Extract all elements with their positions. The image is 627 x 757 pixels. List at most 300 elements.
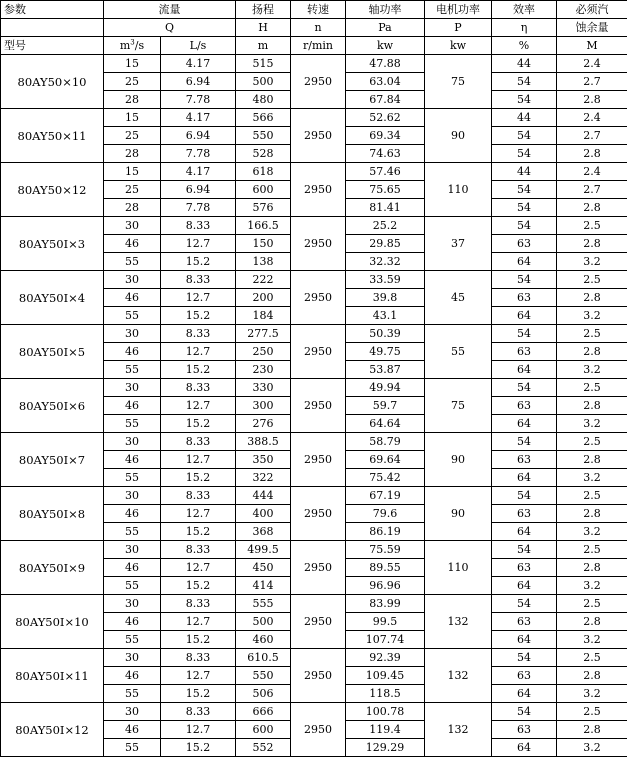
npsh-cell: 2.8	[557, 235, 627, 253]
table-row	[1, 217, 627, 235]
efficiency-cell: 54	[492, 199, 557, 217]
head-cell: 300	[236, 397, 291, 415]
head-cell: 555	[236, 595, 291, 613]
npsh-cell: 2.8	[557, 289, 627, 307]
npsh-cell: 2.5	[557, 325, 627, 343]
npsh-cell: 3.2	[557, 415, 627, 433]
flow-m3s-cell: 15	[104, 163, 161, 181]
efficiency-cell: 64	[492, 685, 557, 703]
head-cell: 450	[236, 559, 291, 577]
efficiency-cell: 63	[492, 451, 557, 469]
motor-power-cell: 75	[425, 55, 492, 109]
head-cell: 330	[236, 379, 291, 397]
motor-power-cell: 110	[425, 163, 492, 217]
flow-ls-cell: 6.94	[161, 73, 236, 91]
flow-ls-cell: 12.7	[161, 613, 236, 631]
flow-ls-cell: 15.2	[161, 307, 236, 325]
flow-ls-cell: 12.7	[161, 667, 236, 685]
npsh-cell: 2.8	[557, 613, 627, 631]
header-p-symbol: P	[425, 19, 492, 37]
flow-ls-cell: 8.33	[161, 487, 236, 505]
flow-ls-cell: 12.7	[161, 235, 236, 253]
head-cell: 500	[236, 613, 291, 631]
flow-m3s-cell: 28	[104, 199, 161, 217]
efficiency-cell: 54	[492, 145, 557, 163]
unit-rmin: r/min	[291, 37, 346, 55]
table-row	[1, 595, 627, 613]
header-param: 参数	[1, 1, 104, 19]
motor-power-cell: 132	[425, 649, 492, 703]
flow-ls-cell: 12.7	[161, 721, 236, 739]
npsh-cell: 2.5	[557, 649, 627, 667]
flow-m3s-cell: 55	[104, 577, 161, 595]
motor-power-cell: 110	[425, 541, 492, 595]
unit-m: m	[236, 37, 291, 55]
head-cell: 222	[236, 271, 291, 289]
speed-cell: 2950	[291, 109, 346, 163]
flow-ls-cell: 12.7	[161, 397, 236, 415]
flow-m3s-cell: 30	[104, 325, 161, 343]
speed-cell: 2950	[291, 217, 346, 271]
model-cell: 80AY50Ⅰ×4	[1, 271, 104, 325]
shaft-power-cell: 109.45	[346, 667, 425, 685]
efficiency-cell: 63	[492, 343, 557, 361]
flow-m3s-cell: 30	[104, 703, 161, 721]
npsh-cell: 2.8	[557, 199, 627, 217]
shaft-power-cell: 69.64	[346, 451, 425, 469]
npsh-cell: 2.5	[557, 541, 627, 559]
efficiency-cell: 63	[492, 667, 557, 685]
flow-m3s-cell: 28	[104, 145, 161, 163]
head-cell: 610.5	[236, 649, 291, 667]
model-cell: 80AY50Ⅰ×10	[1, 595, 104, 649]
head-cell: 368	[236, 523, 291, 541]
unit-m3s: $m^3/s$	[104, 37, 161, 55]
header-h-symbol: H	[236, 19, 291, 37]
flow-m3s-cell: 30	[104, 271, 161, 289]
table-row	[1, 487, 627, 505]
flow-ls-cell: 8.33	[161, 271, 236, 289]
flow-m3s-cell: 55	[104, 415, 161, 433]
header-blank	[1, 19, 104, 37]
flow-m3s-cell: 55	[104, 361, 161, 379]
unit-percent: %	[492, 37, 557, 55]
model-cell: 80AY50Ⅰ×3	[1, 217, 104, 271]
shaft-power-cell: 33.59	[346, 271, 425, 289]
efficiency-cell: 63	[492, 721, 557, 739]
flow-m3s-cell: 46	[104, 289, 161, 307]
npsh-cell: 2.5	[557, 703, 627, 721]
shaft-power-cell: 83.99	[346, 595, 425, 613]
efficiency-cell: 54	[492, 73, 557, 91]
efficiency-cell: 44	[492, 163, 557, 181]
model-cell: 80AY50Ⅰ×6	[1, 379, 104, 433]
efficiency-cell: 54	[492, 91, 557, 109]
head-cell: 528	[236, 145, 291, 163]
flow-ls-cell: 6.94	[161, 127, 236, 145]
npsh-cell: 2.5	[557, 595, 627, 613]
shaft-power-cell: 59.7	[346, 397, 425, 415]
flow-m3s-cell: 28	[104, 91, 161, 109]
head-cell: 618	[236, 163, 291, 181]
shaft-power-cell: 74.63	[346, 145, 425, 163]
npsh-cell: 3.2	[557, 253, 627, 271]
flow-ls-cell: 4.17	[161, 109, 236, 127]
head-cell: 276	[236, 415, 291, 433]
head-cell: 414	[236, 577, 291, 595]
flow-m3s-cell: 30	[104, 487, 161, 505]
efficiency-cell: 63	[492, 235, 557, 253]
speed-cell: 2950	[291, 325, 346, 379]
flow-m3s-cell: 25	[104, 127, 161, 145]
unit-kw-shaft: kw	[346, 37, 425, 55]
speed-cell: 2950	[291, 487, 346, 541]
npsh-cell: 2.8	[557, 145, 627, 163]
speed-cell: 2950	[291, 703, 346, 757]
head-cell: 600	[236, 181, 291, 199]
flow-m3s-cell: 15	[104, 109, 161, 127]
header-shaft-power: 轴功率	[346, 1, 425, 19]
head-cell: 550	[236, 667, 291, 685]
flow-ls-cell: 15.2	[161, 685, 236, 703]
model-cell: 80AY50×10	[1, 55, 104, 109]
efficiency-cell: 54	[492, 703, 557, 721]
model-cell: 80AY50Ⅰ×9	[1, 541, 104, 595]
npsh-cell: 2.5	[557, 433, 627, 451]
unit-ls: L/s	[161, 37, 236, 55]
npsh-cell: 3.2	[557, 577, 627, 595]
efficiency-cell: 63	[492, 397, 557, 415]
shaft-power-cell: 81.41	[346, 199, 425, 217]
flow-ls-cell: 15.2	[161, 739, 236, 757]
npsh-cell: 3.2	[557, 685, 627, 703]
header-speed: 转速	[291, 1, 346, 19]
shaft-power-cell: 47.88	[346, 55, 425, 73]
flow-m3s-cell: 30	[104, 217, 161, 235]
head-cell: 322	[236, 469, 291, 487]
shaft-power-cell: 107.74	[346, 631, 425, 649]
npsh-cell: 3.2	[557, 631, 627, 649]
shaft-power-cell: 43.1	[346, 307, 425, 325]
shaft-power-cell: 67.19	[346, 487, 425, 505]
shaft-power-cell: 118.5	[346, 685, 425, 703]
header-efficiency: 效率	[492, 1, 557, 19]
head-cell: 350	[236, 451, 291, 469]
efficiency-cell: 54	[492, 181, 557, 199]
unit-kw-motor: kw	[425, 37, 492, 55]
table-header	[1, 1, 627, 55]
head-cell: 400	[236, 505, 291, 523]
speed-cell: 2950	[291, 271, 346, 325]
efficiency-cell: 64	[492, 577, 557, 595]
flow-ls-cell: 8.33	[161, 595, 236, 613]
head-cell: 576	[236, 199, 291, 217]
table-row	[1, 649, 627, 667]
efficiency-cell: 54	[492, 433, 557, 451]
flow-ls-cell: 7.78	[161, 91, 236, 109]
shaft-power-cell: 57.46	[346, 163, 425, 181]
flow-ls-cell: 12.7	[161, 289, 236, 307]
shaft-power-cell: 67.84	[346, 91, 425, 109]
head-cell: 230	[236, 361, 291, 379]
header-q-symbol: Q	[104, 19, 236, 37]
npsh-cell: 2.8	[557, 91, 627, 109]
flow-ls-cell: 15.2	[161, 469, 236, 487]
flow-m3s-cell: 25	[104, 181, 161, 199]
head-cell: 480	[236, 91, 291, 109]
flow-m3s-cell: 55	[104, 307, 161, 325]
flow-ls-cell: 8.33	[161, 703, 236, 721]
efficiency-cell: 63	[492, 289, 557, 307]
shaft-power-cell: 119.4	[346, 721, 425, 739]
head-cell: 277.5	[236, 325, 291, 343]
shaft-power-cell: 25.2	[346, 217, 425, 235]
npsh-cell: 3.2	[557, 361, 627, 379]
flow-m3s-cell: 55	[104, 523, 161, 541]
flow-ls-cell: 12.7	[161, 505, 236, 523]
flow-m3s-cell: 46	[104, 343, 161, 361]
head-cell: 566	[236, 109, 291, 127]
shaft-power-cell: 52.62	[346, 109, 425, 127]
flow-m3s-cell: 25	[104, 73, 161, 91]
table-row	[1, 379, 627, 397]
speed-cell: 2950	[291, 595, 346, 649]
motor-power-cell: 55	[425, 325, 492, 379]
flow-m3s-cell: 30	[104, 433, 161, 451]
table-row	[1, 55, 627, 73]
flow-ls-cell: 4.17	[161, 163, 236, 181]
efficiency-cell: 64	[492, 631, 557, 649]
flow-m3s-cell: 46	[104, 505, 161, 523]
flow-m3s-cell: 55	[104, 631, 161, 649]
npsh-cell: 2.8	[557, 397, 627, 415]
model-cell: 80AY50Ⅰ×8	[1, 487, 104, 541]
flow-ls-cell: 8.33	[161, 433, 236, 451]
flow-ls-cell: 7.78	[161, 199, 236, 217]
efficiency-cell: 54	[492, 649, 557, 667]
motor-power-cell: 132	[425, 703, 492, 757]
shaft-power-cell: 50.39	[346, 325, 425, 343]
efficiency-cell: 64	[492, 523, 557, 541]
shaft-power-cell: 49.75	[346, 343, 425, 361]
flow-ls-cell: 6.94	[161, 181, 236, 199]
head-cell: 500	[236, 73, 291, 91]
motor-power-cell: 90	[425, 487, 492, 541]
flow-ls-cell: 15.2	[161, 631, 236, 649]
shaft-power-cell: 89.55	[346, 559, 425, 577]
flow-ls-cell: 15.2	[161, 415, 236, 433]
speed-cell: 2950	[291, 379, 346, 433]
npsh-cell: 2.4	[557, 55, 627, 73]
table-row	[1, 109, 627, 127]
head-cell: 150	[236, 235, 291, 253]
efficiency-cell: 54	[492, 217, 557, 235]
flow-ls-cell: 8.33	[161, 217, 236, 235]
shaft-power-cell: 75.65	[346, 181, 425, 199]
shaft-power-cell: 79.6	[346, 505, 425, 523]
head-cell: 499.5	[236, 541, 291, 559]
table-row	[1, 703, 627, 721]
speed-cell: 2950	[291, 541, 346, 595]
head-cell: 250	[236, 343, 291, 361]
header-pa-symbol: Pa	[346, 19, 425, 37]
header-npsh-2: 蚀余量	[557, 19, 627, 37]
head-cell: 166.5	[236, 217, 291, 235]
flow-ls-cell: 8.33	[161, 649, 236, 667]
shaft-power-cell: 99.5	[346, 613, 425, 631]
shaft-power-cell: 53.87	[346, 361, 425, 379]
shaft-power-cell: 129.29	[346, 739, 425, 757]
head-cell: 138	[236, 253, 291, 271]
model-cell: 80AY50Ⅰ×12	[1, 703, 104, 757]
flow-ls-cell: 4.17	[161, 55, 236, 73]
efficiency-cell: 64	[492, 253, 557, 271]
table-row	[1, 325, 627, 343]
flow-m3s-cell: 46	[104, 451, 161, 469]
npsh-cell: 2.5	[557, 487, 627, 505]
npsh-cell: 2.7	[557, 73, 627, 91]
flow-m3s-cell: 55	[104, 685, 161, 703]
flow-ls-cell: 8.33	[161, 541, 236, 559]
head-cell: 600	[236, 721, 291, 739]
shaft-power-cell: 64.64	[346, 415, 425, 433]
npsh-cell: 2.8	[557, 451, 627, 469]
npsh-cell: 2.8	[557, 721, 627, 739]
model-cell: 80AY50×12	[1, 163, 104, 217]
npsh-cell: 3.2	[557, 307, 627, 325]
speed-cell: 2950	[291, 163, 346, 217]
npsh-cell: 3.2	[557, 523, 627, 541]
table-row	[1, 163, 627, 181]
flow-ls-cell: 8.33	[161, 379, 236, 397]
flow-m3s-cell: 55	[104, 739, 161, 757]
efficiency-cell: 54	[492, 487, 557, 505]
efficiency-cell: 54	[492, 595, 557, 613]
npsh-cell: 2.8	[557, 559, 627, 577]
flow-m3s-cell: 46	[104, 559, 161, 577]
flow-ls-cell: 7.78	[161, 145, 236, 163]
npsh-cell: 2.5	[557, 379, 627, 397]
flow-m3s-cell: 30	[104, 541, 161, 559]
flow-m3s-cell: 46	[104, 397, 161, 415]
npsh-cell: 2.5	[557, 271, 627, 289]
flow-ls-cell: 12.7	[161, 451, 236, 469]
npsh-cell: 2.8	[557, 343, 627, 361]
head-cell: 460	[236, 631, 291, 649]
head-cell: 552	[236, 739, 291, 757]
head-cell: 666	[236, 703, 291, 721]
efficiency-cell: 63	[492, 505, 557, 523]
flow-ls-cell: 12.7	[161, 343, 236, 361]
efficiency-cell: 54	[492, 325, 557, 343]
model-cell: 80AY50Ⅰ×11	[1, 649, 104, 703]
npsh-cell: 3.2	[557, 739, 627, 757]
model-cell: 80AY50×11	[1, 109, 104, 163]
flow-m3s-cell: 55	[104, 253, 161, 271]
npsh-cell: 2.8	[557, 505, 627, 523]
flow-m3s-cell: 30	[104, 649, 161, 667]
flow-m3s-cell: 46	[104, 613, 161, 631]
head-cell: 506	[236, 685, 291, 703]
speed-cell: 2950	[291, 55, 346, 109]
table-row	[1, 271, 627, 289]
efficiency-cell: 64	[492, 739, 557, 757]
efficiency-cell: 44	[492, 109, 557, 127]
shaft-power-cell: 32.32	[346, 253, 425, 271]
shaft-power-cell: 69.34	[346, 127, 425, 145]
shaft-power-cell: 86.19	[346, 523, 425, 541]
efficiency-cell: 63	[492, 559, 557, 577]
flow-m3s-cell: 46	[104, 721, 161, 739]
efficiency-cell: 63	[492, 613, 557, 631]
head-cell: 184	[236, 307, 291, 325]
header-flow: 流量	[104, 1, 236, 19]
unit-npsh: M	[557, 37, 627, 55]
motor-power-cell: 37	[425, 217, 492, 271]
flow-m3s-cell: 55	[104, 469, 161, 487]
table-row	[1, 433, 627, 451]
efficiency-cell: 64	[492, 415, 557, 433]
flow-m3s-cell: 30	[104, 595, 161, 613]
shaft-power-cell: 29.85	[346, 235, 425, 253]
efficiency-cell: 64	[492, 469, 557, 487]
speed-cell: 2950	[291, 649, 346, 703]
shaft-power-cell: 100.78	[346, 703, 425, 721]
motor-power-cell: 90	[425, 109, 492, 163]
efficiency-cell: 44	[492, 55, 557, 73]
motor-power-cell: 132	[425, 595, 492, 649]
header-motor-power: 电机功率	[425, 1, 492, 19]
flow-m3s-cell: 46	[104, 667, 161, 685]
shaft-power-cell: 96.96	[346, 577, 425, 595]
head-cell: 515	[236, 55, 291, 73]
shaft-power-cell: 63.04	[346, 73, 425, 91]
flow-ls-cell: 15.2	[161, 577, 236, 595]
header-eta-symbol: η	[492, 19, 557, 37]
table-row	[1, 541, 627, 559]
shaft-power-cell: 39.8	[346, 289, 425, 307]
npsh-cell: 2.4	[557, 163, 627, 181]
flow-m3s-cell: 15	[104, 55, 161, 73]
efficiency-cell: 54	[492, 379, 557, 397]
npsh-cell: 2.4	[557, 109, 627, 127]
shaft-power-cell: 75.59	[346, 541, 425, 559]
header-npsh: 必须汽	[557, 1, 627, 19]
motor-power-cell: 75	[425, 379, 492, 433]
motor-power-cell: 90	[425, 433, 492, 487]
flow-m3s-cell: 30	[104, 379, 161, 397]
model-cell: 80AY50Ⅰ×5	[1, 325, 104, 379]
npsh-cell: 2.7	[557, 127, 627, 145]
efficiency-cell: 54	[492, 541, 557, 559]
flow-ls-cell: 15.2	[161, 523, 236, 541]
shaft-power-cell: 58.79	[346, 433, 425, 451]
head-cell: 388.5	[236, 433, 291, 451]
header-n-symbol: n	[291, 19, 346, 37]
flow-ls-cell: 15.2	[161, 253, 236, 271]
head-cell: 444	[236, 487, 291, 505]
efficiency-cell: 64	[492, 307, 557, 325]
efficiency-cell: 64	[492, 361, 557, 379]
flow-ls-cell: 8.33	[161, 325, 236, 343]
flow-ls-cell: 12.7	[161, 559, 236, 577]
npsh-cell: 3.2	[557, 469, 627, 487]
flow-m3s-cell: 46	[104, 235, 161, 253]
header-head: 扬程	[236, 1, 291, 19]
table-body	[1, 55, 627, 757]
efficiency-cell: 54	[492, 271, 557, 289]
head-cell: 550	[236, 127, 291, 145]
